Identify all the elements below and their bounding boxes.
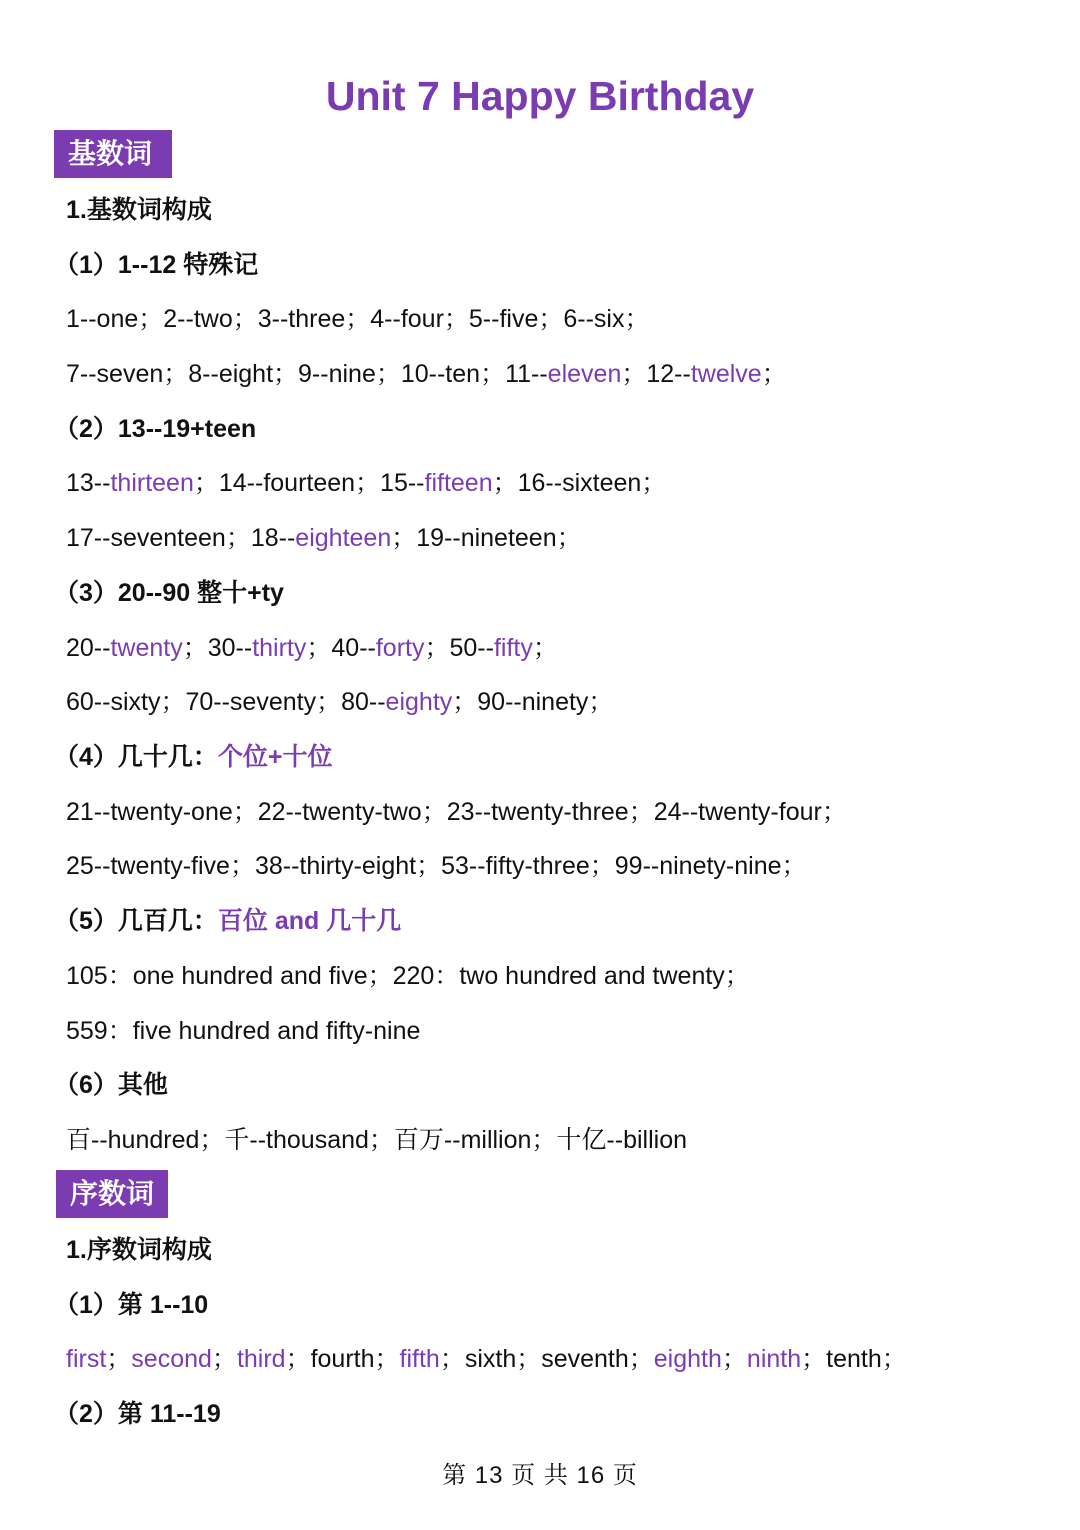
- page-title: Unit 7 Happy Birthday: [325, 73, 755, 119]
- plain-text: 7--seven；8--eight；9--nine；10--ten；11--: [66, 360, 548, 388]
- plain-text: （3）20--90 整十+ty: [54, 579, 284, 607]
- plain-text: ；19--nineteen；: [391, 524, 582, 552]
- plain-text: ；: [211, 1345, 237, 1373]
- plain-text: ；14--fourteen；15--: [193, 469, 425, 497]
- plain-text: 25--twenty-five；38--thirty-eight；53--fifty-three；99--ninety-nine；: [66, 852, 807, 880]
- plain-text: （6）其他: [54, 1071, 168, 1099]
- plain-text: 20--: [66, 634, 111, 662]
- subsection-heading: [54, 1397, 221, 1431]
- plain-text: 百--hundred；千--thousand；百万--million；十亿--billion: [66, 1126, 687, 1154]
- highlight-text: fifteen: [424, 469, 493, 497]
- plain-text: 1--one；2--two；3--three；4--four；5--five；6--six；: [66, 305, 650, 333]
- plain-text: 105：one hundred and five；220：two hundred and twenty；: [66, 962, 750, 990]
- subsection-heading: [54, 1068, 168, 1102]
- plain-text: ；: [106, 1345, 132, 1373]
- text-line: [66, 795, 847, 829]
- plain-text: ；: [761, 360, 787, 388]
- plain-text: 1.序数词构成: [66, 1236, 212, 1264]
- plain-text: ；: [532, 634, 558, 662]
- text-line: [66, 302, 649, 336]
- section-subtitle: [66, 1233, 212, 1267]
- highlight-text: ninth: [746, 1345, 802, 1373]
- plain-text: ；40--: [306, 634, 376, 662]
- subsection-heading: [54, 904, 401, 938]
- plain-text: ；tenth；: [801, 1345, 907, 1373]
- text-line: [66, 1342, 907, 1376]
- highlight-text: 个位+十位: [217, 743, 333, 771]
- section-badge: 序数词: [56, 1170, 168, 1218]
- plain-text: 559：five hundred and fifty-nine: [66, 1017, 421, 1045]
- subsection-heading: [54, 740, 333, 774]
- plain-text: （1）1--12 特殊记: [54, 251, 259, 279]
- plain-text: ；fourth；: [285, 1345, 400, 1373]
- text-line: [66, 685, 613, 719]
- highlight-text: eleven: [547, 360, 622, 388]
- plain-text: ；30--: [182, 634, 253, 662]
- highlight-text: third: [236, 1345, 286, 1373]
- text-line: [66, 521, 582, 555]
- plain-text: （2）第 11--19: [54, 1400, 221, 1428]
- subsection-heading: [54, 576, 284, 610]
- plain-text: （2）13--19+teen: [54, 415, 257, 443]
- subsection-heading: [54, 412, 256, 446]
- highlight-text: twenty: [110, 634, 183, 662]
- plain-text: 13--: [66, 469, 111, 497]
- plain-text: （5）几百几：: [54, 907, 218, 935]
- highlight-text: thirteen: [110, 469, 194, 497]
- text-line: [66, 357, 787, 391]
- plain-text: ；50--: [424, 634, 494, 662]
- text-line: [66, 1123, 687, 1157]
- highlight-text: thirty: [252, 634, 307, 662]
- highlight-text: forty: [375, 634, 425, 662]
- highlight-text: first: [66, 1345, 107, 1373]
- highlight-text: eighth: [653, 1345, 722, 1373]
- text-line: [66, 849, 807, 883]
- plain-text: （4）几十几：: [54, 743, 218, 771]
- plain-text: ；: [721, 1345, 747, 1373]
- text-line: [66, 959, 750, 993]
- section-badge: 基数词: [54, 130, 172, 178]
- plain-text: 17--seventeen；18--: [66, 524, 296, 552]
- highlight-text: eighteen: [295, 524, 392, 552]
- section-subtitle: [66, 193, 212, 227]
- plain-text: 60--sixty；70--seventy；80--: [66, 688, 386, 716]
- highlight-text: fifth: [399, 1345, 440, 1373]
- plain-text: ；sixth；seventh；: [439, 1345, 654, 1373]
- plain-text: ；16--sixteen；: [492, 469, 667, 497]
- plain-text: 1.基数词构成: [66, 196, 212, 224]
- highlight-text: eighty: [385, 688, 453, 716]
- plain-text: ；12--: [621, 360, 691, 388]
- plain-text: ；90--ninety；: [452, 688, 614, 716]
- highlight-text: twelve: [690, 360, 762, 388]
- highlight-text: second: [131, 1345, 212, 1373]
- text-line: [66, 466, 666, 500]
- subsection-heading: [54, 1288, 208, 1322]
- plain-text: （1）第 1--10: [54, 1291, 209, 1319]
- text-line: [66, 631, 558, 665]
- highlight-text: 百位 and 几十几: [217, 907, 402, 935]
- page-footer: 第 13 页 共 16 页: [442, 1462, 638, 1489]
- highlight-text: fifty: [493, 634, 533, 662]
- plain-text: 21--twenty-one；22--twenty-two；23--twenty-three；24--twenty-four；: [66, 798, 847, 826]
- text-line: [66, 1014, 420, 1048]
- subsection-heading: [54, 248, 258, 282]
